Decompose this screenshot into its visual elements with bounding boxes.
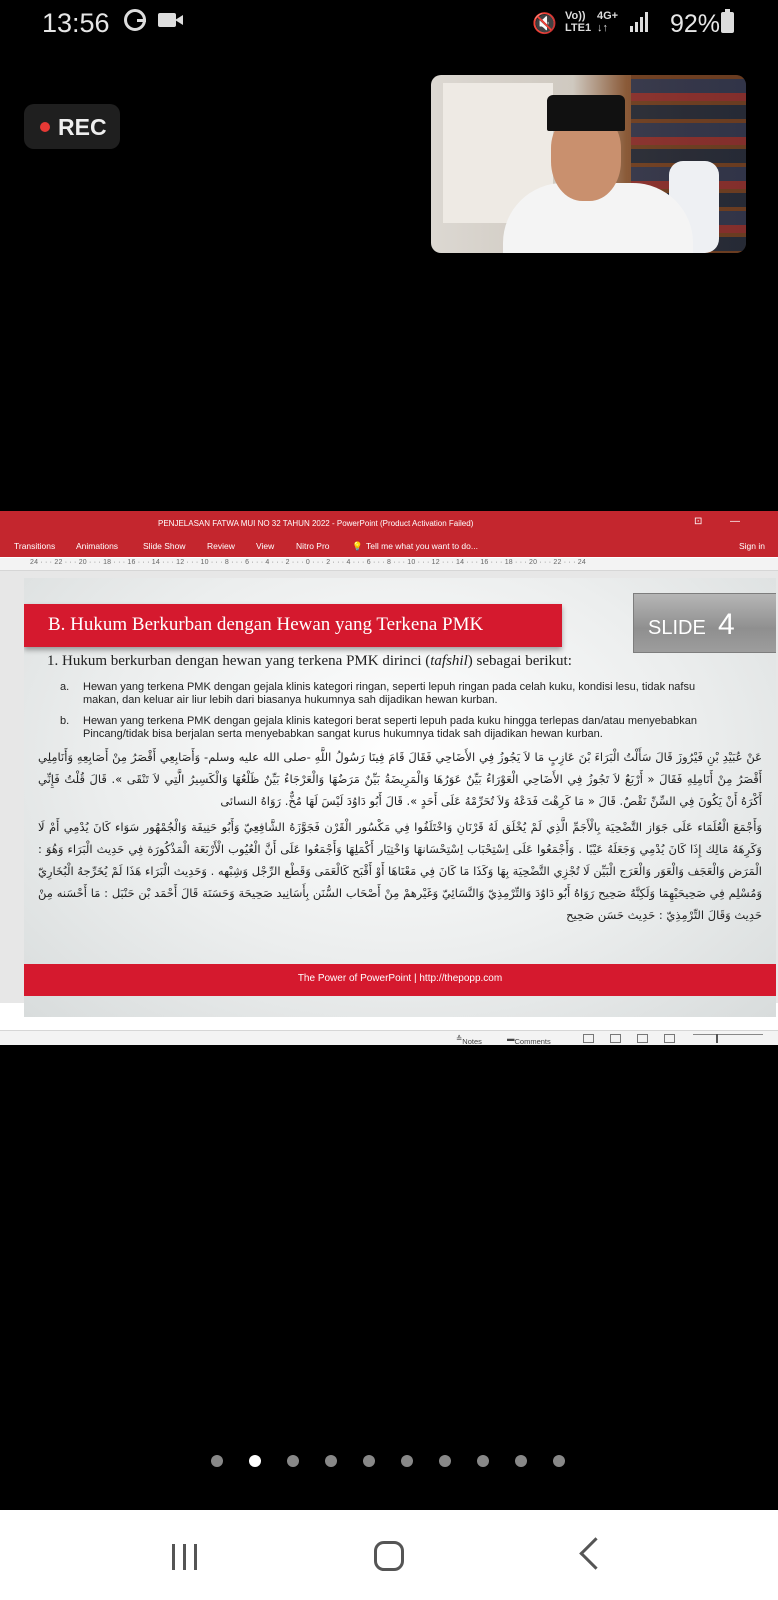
- slideshow-icon[interactable]: [664, 1034, 675, 1043]
- data-indicator: 4G+ ↓↑: [597, 10, 619, 34]
- slide: SLIDE 4 1. Hukum berkurban dengan hewan yang terkena PMK dirinci (tafshil) sebagai berikut: B. Hukum Berkurban dengan Hewan yang Terkena PMK a. Hewan yang terkena PMK dengan gejala klinis kategori ringan, seperti lepuh ringan pada celah kuku, kondisi lesu, tidak nafsu makan, dan keluar air liur lebih dari biasanya hukumnya sah dijadikan hewan kurban. b. Hewan yang terkena PMK dengan gejala klinis kategori berat seperti lepuh pada kuku hingga terlepas dan/atau menyebabkan Pincang/tidak bisa berjalan serta menyebabkan sangat kurus hukumnya tidak sah dijadikan hewan kurban. عَنْ عُبَيْدِ بْنِ فَيْرُوزَ قَالَ سَأَلْتُ الْبَرَاءَ بْنَ عَازِبٍ مَا لاَ يَجُوزُ فِي الأَضَاحِي فَقَالَ قَامَ فِينَا رَسُولُ اللَّهِ -صلى الله عليه وسلم- وَأَصَابِعِي أَقْصَرُ مِنْ أَصَابِعِهِ وَأَنَامِلِي أَقْصَرُ مِنْ أَنَامِلِهِ فَقَالَ « أَرْبَعٌ لاَ تَجُوزُ فِي الأَضَاحِي الْعَوْرَاءُ بَيِّنٌ عَوَرُهَا وَالْمَرِيضَةُ بَيِّنٌ مَرَضُهَا وَالْعَرْجَاءُ بَيِّنٌ ظَلْعُهَا وَالْكَسِيرُ الَّتِي لاَ تَنْقَى ». قَالَ قُلْتُ فَإِنِّي أَكْرَهُ أَنْ يَكُونَ فِي السِّنِّ نَقْصٌ. قَالَ « مَا كَرِهْتَ فَدَعْهُ وَلاَ تُحَرِّمْهُ عَلَى أَحَدٍ ». قَالَ أَبُو دَاوُدَ لَيْسَ لَهَا مُخٌّ. رَوَاهُ النسائى وَأَجْمَعَ الْعُلَمَاء عَلَى جَوَاز التَّضْحِيَة بِالْأَجَمِّ الَّذِي لَمْ يُخْلَق لَهُ قَرْنَانِ وَاخْتَلَفُوا فِي مَكْسُور الْقَرْن فَجَوَّزَهُ الشَّافِعِيّ وَأَبُو حَنِيفَة وَالْجُمْهُور سَوَاء كَانَ يُدْمِي أَمْ لَا وَكَرِهَهُ مَالِك إِذَا كَانَ يُدْمِي وَجَعَلَهُ عَيْبًا . وَأَجْمَعُوا عَلَى اِسْتِحْبَاب اِسْتِحْسَانهَا وَاخْتِيَار أَكْمَلِهَا وَأَجْمَعُوا عَلَى أَنَّ الْعُيُوب الْأَرْبَعَة الْمَذْكُورَة فِي حَدِيث الْبَرَاء وَهُوَ : الْمَرَض وَالْعَجَف وَالْعَوَر وَالْعَرَج الْبَيِّن لَا تُجْزِي التَّضْحِيَة بِهَا وَكَذَا مَا كَانَ فِي مَعْنَاهَا أَوْ أَقْبَح كَالْعَمَى وَقَطْع الرِّجْل وَشِبْهه . وَحَدِيث الْبَرَاء هَذَا لَمْ يُخَرِّجهُ الْبُخَارِيّ وَمُسْلِم فِي صَحِيحَيْهِمَا وَلَكِنَّهُ صَحِيح رَوَاهُ أَبُو دَاوُدَ وَالتِّرْمِذِيّ وَالنَّسَائِيّ وَغَيْرهمْ مِنْ أَصْحَاب السُّنَن بِأَسَانِيد صَحِيحَة وَحَسَنَة قَالَ أَحْمَد بْن حَنْبَل : مَا أَحْسَنه مِنْ حَدِيث وَقَالَ التِّرْمِذِيّ : حَدِيث حَسَن صَحِيح The Power of PowerPoint | http://thepopp.com: [24, 578, 776, 1017]
- navigation-bar: [0, 1510, 778, 1600]
- recording-label: REC: [58, 114, 107, 140]
- page-dot[interactable]: [401, 1455, 413, 1467]
- ribbon-display-icon[interactable]: ⊡: [694, 516, 703, 527]
- page-dot[interactable]: [439, 1455, 451, 1467]
- lightbulb-icon: 💡: [352, 541, 363, 551]
- notes-button[interactable]: ≙ Notes: [456, 1034, 482, 1046]
- normal-view-icon[interactable]: [583, 1034, 594, 1043]
- slide-sorter-icon[interactable]: [610, 1034, 621, 1043]
- slide-footer-text: The Power of PowerPoint | http://thepopp.com: [297, 973, 503, 984]
- tab-transitions[interactable]: Transitions: [14, 541, 56, 551]
- arabic-commentary-text: وَأَجْمَعَ الْعُلَمَاء عَلَى جَوَاز التَّضْحِيَة بِالْأَجَمِّ الَّذِي لَمْ يُخْلَق لَهُ قَرْنَانِ وَاخْتَلَفُوا فِي مَكْسُور الْقَرْن فَجَوَّزَهُ الشَّافِعِيّ وَأَبُو حَنِيفَة وَالْجُمْهُور سَوَاء كَانَ يُدْمِي أَمْ لَا وَكَرِهَهُ مَالِك إِذَا كَانَ يُدْمِي وَجَعَلَهُ عَيْبًا . وَأَجْمَعُوا عَلَى اِسْتِحْبَاب اِسْتِحْسَانهَا وَاخْتِيَار أَكْمَلِهَا وَأَجْمَعُوا عَلَى أَنَّ الْعُيُوب الْأَرْبَعَة الْمَذْكُورَة فِي حَدِيث الْبَرَاء وَهُوَ : الْمَرَض وَالْعَجَف وَالْعَوَر وَالْعَرَج الْبَيِّن لَا تُجْزِي التَّضْحِيَة بِهَا وَكَذَا مَا كَانَ فِي مَعْنَاهَا أَوْ أَقْبَح كَالْعَمَى وَقَطْع الرِّجْل وَشِبْهه . وَحَدِيث الْبَرَاء هَذَا لَمْ يُخَرِّجهُ الْبُخَارِيّ وَمُسْلِم فِي صَحِيحَيْهِمَا وَلَكِنَّهُ صَحِيح رَوَاهُ أَبُو دَاوُدَ وَالتِّرْمِذِيّ وَالنَّسَائِيّ وَغَيْرهمْ مِنْ أَصْحَاب السُّنَن بِأَسَانِيد صَحِيحَة وَحَسَنَة قَالَ أَحْمَد بْن حَنْبَل : مَا أَحْسَنه مِنْ حَدِيث وَقَالَ التِّرْمِذِيّ : حَدِيث حَسَن صَحِيح: [38, 820, 762, 922]
- arabic-hadith-text: عَنْ عُبَيْدِ بْنِ فَيْرُوزَ قَالَ سَأَلْتُ الْبَرَاءَ بْنَ عَازِبٍ مَا لاَ يَجُوزُ فِي الأَضَاحِي فَقَالَ قَامَ فِينَا رَسُولُ اللَّهِ -صلى الله عليه وسلم- وَأَصَابِعِي أَقْصَرُ مِنْ أَصَابِعِهِ وَأَنَامِلِي أَقْصَرُ مِنْ أَنَامِلِهِ فَقَالَ « أَرْبَعٌ لاَ تَجُوزُ فِي الأَضَاحِي الْعَوْرَاءُ بَيِّنٌ عَوَرُهَا وَالْمَرِيضَةُ بَيِّنٌ مَرَضُهَا وَالْعَرْجَاءُ بَيِّنٌ ظَلْعُهَا وَالْكَسِيرُ الَّتِي لاَ تَنْقَى ». قَالَ قُلْتُ فَإِنِّي أَكْرَهُ أَنْ يَكُونَ فِي السِّنِّ نَقْصٌ. قَالَ « مَا كَرِهْتَ فَدَعْهُ وَلاَ تُحَرِّمْهُ عَلَى أَحَدٍ ». قَالَ أَبُو دَاوُدَ لَيْسَ لَهَا مُخٌّ. رَوَاهُ النسائى: [38, 750, 762, 808]
- page-dot[interactable]: [553, 1455, 565, 1467]
- minimize-icon[interactable]: —: [730, 516, 740, 527]
- ppt-window-title: PENJELASAN FATWA MUI NO 32 TAHUN 2022 - PowerPoint (Product Activation Failed): [158, 519, 474, 528]
- battery-percent: 92%: [669, 10, 720, 38]
- google-icon: [124, 9, 146, 31]
- slide-subheading: 1. Hukum berkurban dengan hewan yang terkena PMK dirinci (tafshil) sebagai berikut:: [47, 653, 572, 669]
- reading-view-icon[interactable]: [637, 1034, 648, 1043]
- tab-slide-show[interactable]: Slide Show: [143, 541, 186, 551]
- comments-button[interactable]: ▬ Comments: [507, 1034, 551, 1046]
- slide-footer: [24, 964, 776, 996]
- tab-review[interactable]: Review: [207, 541, 235, 551]
- page-dot[interactable]: [363, 1455, 375, 1467]
- mute-icon: 🔇: [532, 13, 557, 35]
- slide-number: 4: [718, 608, 735, 641]
- sign-in-link[interactable]: Sign in: [739, 541, 765, 551]
- status-bar: [0, 0, 778, 48]
- slide-title: B. Hukum Berkurban dengan Hewan yang Terkena PMK: [48, 614, 484, 635]
- slide-title-banner: [24, 604, 562, 647]
- zoom-slider[interactable]: [693, 1034, 763, 1035]
- slide-number-box: [633, 593, 776, 653]
- ppt-title-bar: [0, 511, 778, 535]
- page-dot[interactable]: [211, 1455, 223, 1467]
- record-dot-icon: [40, 122, 50, 132]
- recording-badge[interactable]: [24, 104, 120, 149]
- speaker-cap: [547, 95, 625, 131]
- tab-animations[interactable]: Animations: [76, 541, 119, 551]
- page-dot-active[interactable]: [249, 1455, 261, 1467]
- ruler-ticks: 24 · · · 22 · · · 20 · · · 18 · · · 16 · · · 14 · · · 12 · · · 10 · · · 8 · · · 6 · · · 4 · · · 2 · · · 0 · · · 2 · · · 4 · · · 6 · · · 8 · · · 10 · · · 12 · · · 14 · · · 16 · · · 18 · · · 20 · · · 22 · · · 24: [30, 559, 586, 566]
- page-dot[interactable]: [287, 1455, 299, 1467]
- battery-icon: [721, 12, 734, 33]
- tab-nitro-pro[interactable]: Nitro Pro: [296, 541, 330, 551]
- participant-video[interactable]: [431, 75, 746, 253]
- home-icon[interactable]: [374, 1541, 404, 1571]
- recent-apps-icon[interactable]: [172, 1544, 202, 1570]
- signal-icon: [630, 12, 650, 32]
- slide-label: SLIDE: [648, 617, 706, 639]
- ppt-ribbon-tabs: [0, 535, 778, 557]
- ppt-status-bar: [0, 1030, 778, 1045]
- page-dot[interactable]: [515, 1455, 527, 1467]
- back-icon[interactable]: [579, 1537, 612, 1570]
- horizontal-ruler: [0, 558, 778, 571]
- page-dot[interactable]: [325, 1455, 337, 1467]
- page-indicator: [0, 1455, 778, 1469]
- volte-indicator: Vo)) LTE1: [565, 10, 592, 34]
- video-camera-icon: [158, 13, 176, 27]
- page-dot[interactable]: [477, 1455, 489, 1467]
- zoom-slider-handle[interactable]: [716, 1034, 718, 1043]
- tab-view[interactable]: View: [256, 541, 275, 551]
- status-time: 13:56: [42, 8, 110, 38]
- tell-me-search[interactable]: Tell me what you want to do...: [366, 541, 478, 551]
